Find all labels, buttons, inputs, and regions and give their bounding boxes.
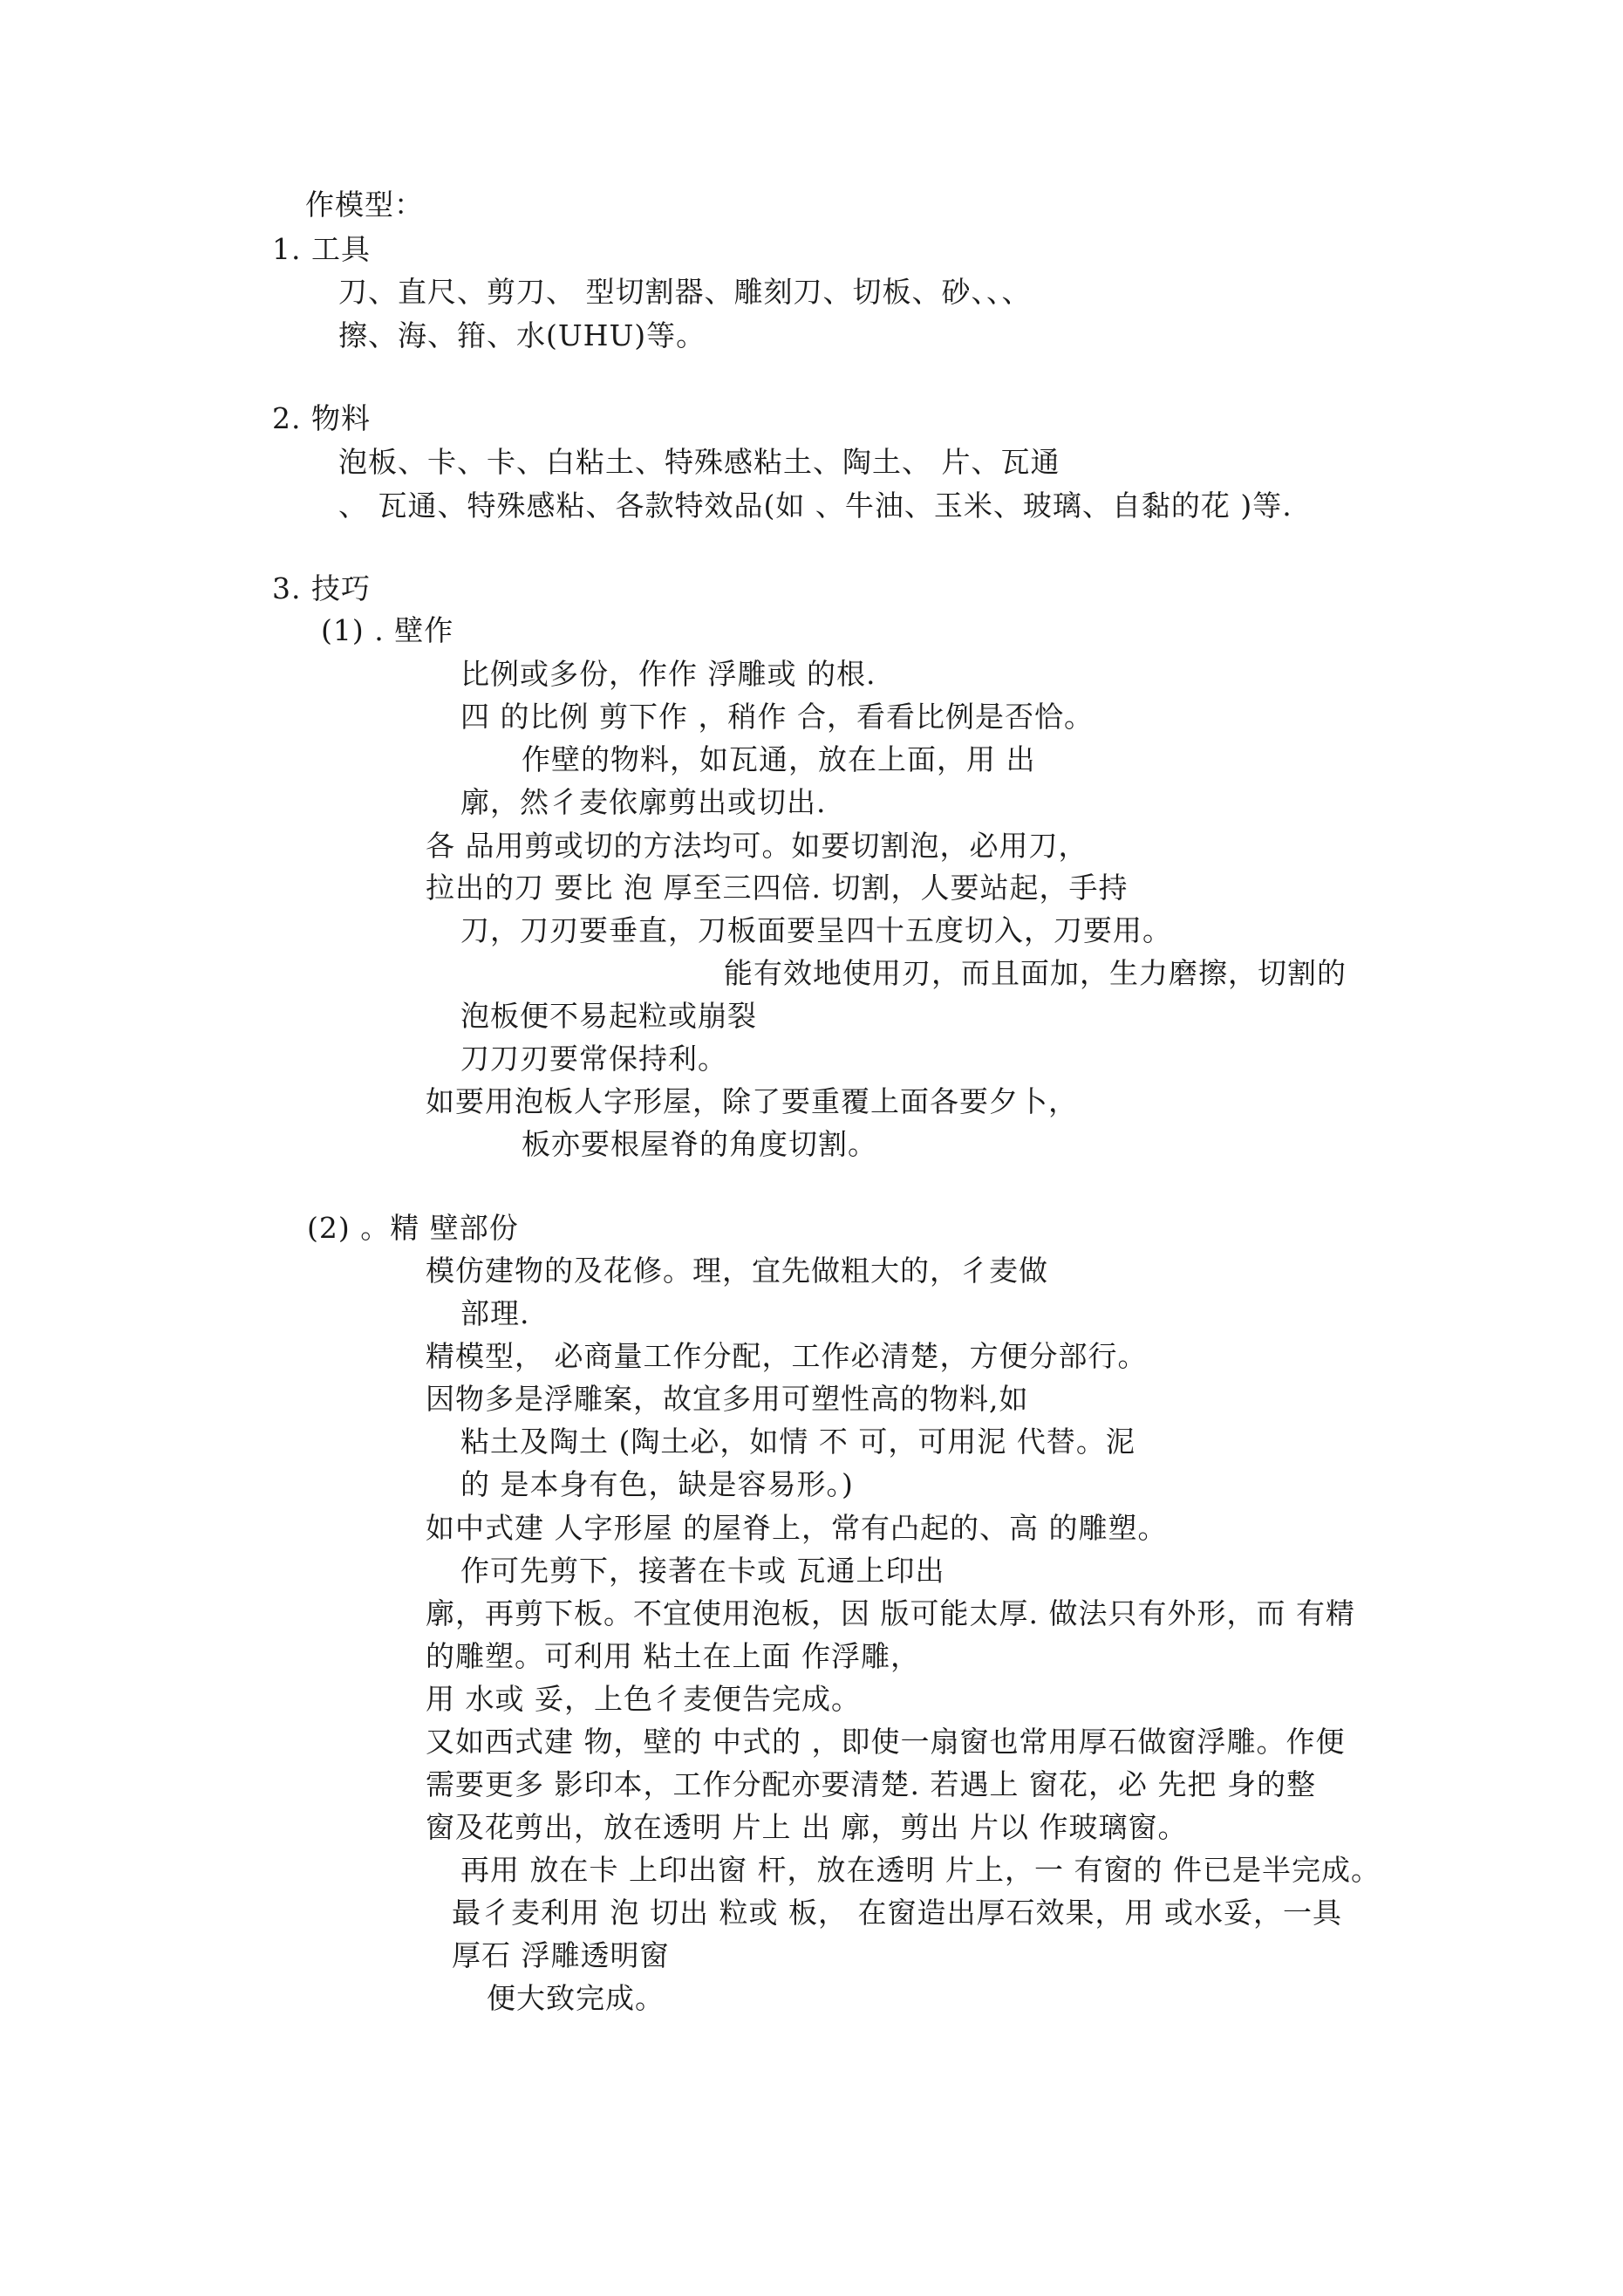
tools-line-2: 擦、海、箝、水(UHU)等。	[338, 318, 706, 352]
paragraph-line: 的雕塑。可利用 粘土在上面 作浮雕，	[426, 1639, 920, 1673]
materials-line-2: 、 瓦通、特殊感粘、各款特效品(如 、牛油、玉米、玻璃、自黏的花 )等.	[338, 489, 1292, 523]
paragraph-line: 便大致完成。	[487, 1981, 665, 2015]
subsection-2-heading: (2) 。精 壁部份	[307, 1211, 519, 1245]
paragraph-line: 用 水或 妥，上色彳麦便告完成。	[426, 1682, 861, 1716]
paragraph-line: 板亦要根屋脊的角度切割。	[522, 1127, 877, 1161]
paragraph-line: 因物多是浮雕案，故宜多用可塑性高的物料,如	[426, 1382, 1029, 1416]
paragraph-line: 作壁的物料，如瓦通，放在上面，用 出	[522, 742, 1036, 776]
paragraph-line: 刀刀刃要常保持利。	[460, 1042, 727, 1076]
paragraph-line: 四 的比例 剪下作 ，稍作 合，看看比例是否恰。	[460, 700, 1094, 734]
paragraph-line: 各 品用剪或切的方法均可。如要切割泡，必用刀，	[426, 829, 1088, 863]
paragraph-line: 最彳麦利用 泡 切出 粒或 板， 在窗造出厚石效果，用 或水妥，一具	[452, 1896, 1342, 1930]
paragraph-line: 部理.	[460, 1296, 530, 1330]
section-3-heading: 3. 技巧	[272, 571, 371, 605]
paragraph-line: 精模型， 必商量工作分配，工作必清楚，方便分部行。	[426, 1339, 1148, 1373]
paragraph-line: 又如西式建 物，壁的 中式的 ，即使一扇窗也常用厚石做窗浮雕。作便	[426, 1725, 1346, 1759]
subsection-1-heading: (1) . 壁作	[321, 613, 454, 647]
intro-heading: 作模型：	[305, 188, 424, 222]
paragraph-line: 窗及花剪出，放在透明 片上 出 廓，剪出 片以 作玻璃窗。	[426, 1810, 1188, 1844]
paragraph-line: 廓，再剪下板。不宜使用泡板，因 版可能太厚. 做法只有外形，而 有精	[426, 1596, 1355, 1630]
section-1-heading: 1. 工具	[272, 232, 371, 266]
paragraph-line: 廓，然彳麦依廓剪出或切出.	[460, 785, 827, 819]
paragraph-line: 需要更多 影印本，工作分配亦要清楚. 若遇上 窗花，必 先把 身的整	[426, 1767, 1316, 1801]
paragraph-line: 如要用泡板人字形屋，除了要重覆上面各要夕卜，	[426, 1084, 1078, 1118]
paragraph-line: 拉出的刀 要比 泡 厚至三四倍. 切割，人要站起，手持	[426, 871, 1129, 905]
paragraph-line: 粘土及陶土 (陶土必，如情 不 可，可用泥 代替。泥	[460, 1425, 1135, 1459]
paragraph-line: 厚石 浮雕透明窗	[452, 1938, 670, 1972]
paragraph-line: 模仿建物的及花修。理，宜先做粗大的，彳麦做	[426, 1254, 1048, 1288]
tools-line-1: 刀、直尺、剪刀、 型切割器、雕刻刀、切板、砂、、、	[338, 275, 1032, 309]
paragraph-line: 比例或多份，作作 浮雕或 的根.	[460, 657, 876, 691]
paragraph-line: 再用 放在卡 上印出窗 杆，放在透明 片上，一 有窗的 件已是半完成。	[460, 1853, 1381, 1887]
paragraph-line: 泡板便不易起粒或崩裂	[460, 999, 757, 1033]
paragraph-line: 如中式建 人字形屋 的屋脊上，常有凸起的、高 的雕塑。	[426, 1511, 1168, 1545]
paragraph-line: 的 是本身有色，缺是容易形。)	[460, 1467, 854, 1501]
paragraph-line: 能有效地使用刃，而且面加，生力磨擦，切割的	[724, 956, 1347, 990]
section-2-heading: 2. 物料	[272, 401, 371, 435]
materials-line-1: 泡板、卡、卡、白粘土、特殊感粘土、陶土、 片、瓦通	[338, 445, 1060, 479]
paragraph-line: 作可先剪下，接著在卡或 瓦通上印出	[460, 1554, 945, 1588]
paragraph-line: 刀，刀刃要垂直，刀板面要呈四十五度切入，刀要用。	[460, 913, 1172, 947]
